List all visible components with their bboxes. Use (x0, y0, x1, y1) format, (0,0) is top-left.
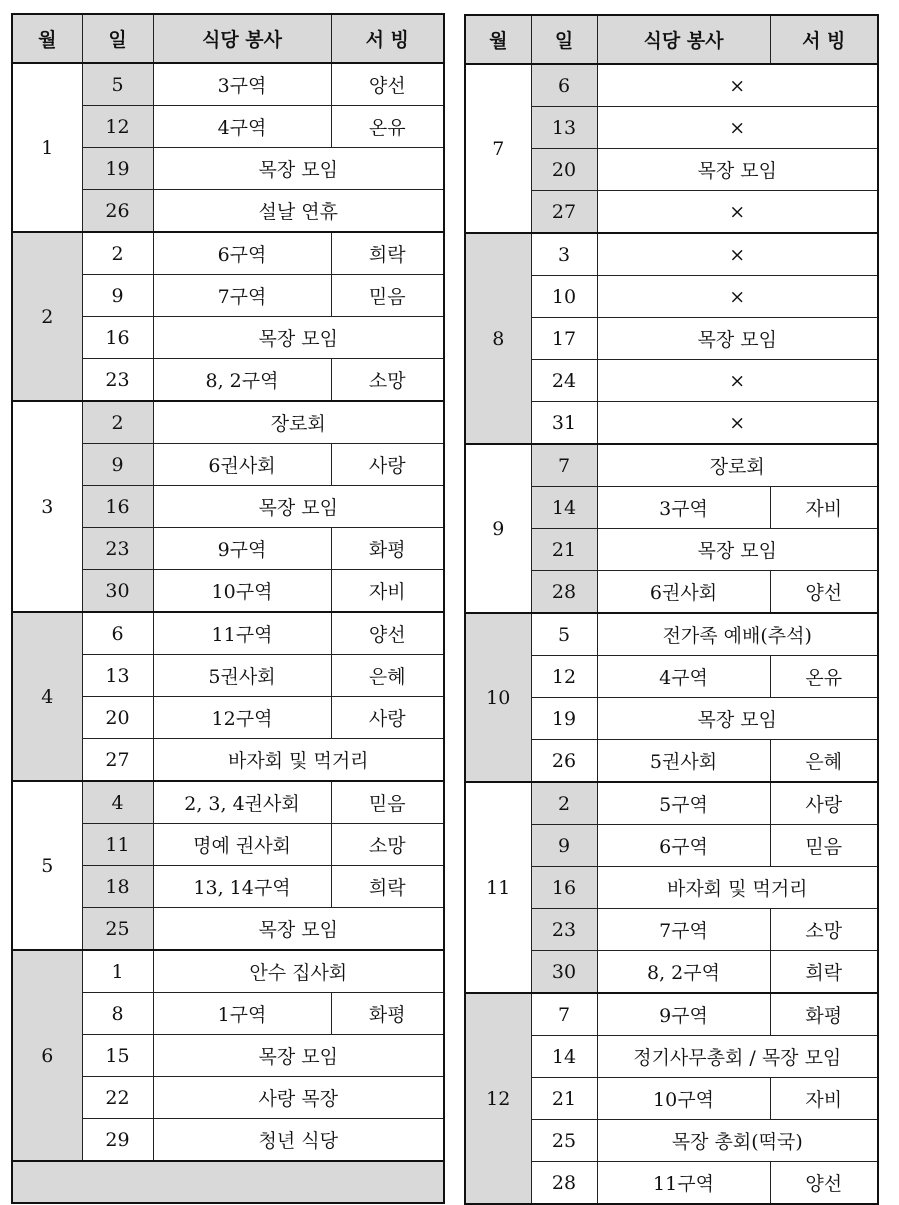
service-cell: 목장 총회(떡국) (597, 1120, 878, 1162)
schedule-table-right (464, 14, 879, 1205)
day-cell: 14 (531, 1036, 597, 1078)
day-cell: 30 (531, 951, 597, 994)
month-cell: 8 (465, 233, 531, 444)
day-cell: 29 (82, 1119, 153, 1162)
day-cell: 7 (531, 993, 597, 1036)
serving-cell: 은혜 (770, 740, 878, 783)
schedule-body-right (465, 64, 878, 1204)
service-cell: 안수 집사회 (153, 950, 444, 993)
day-cell: 26 (531, 740, 597, 783)
day-cell: 20 (531, 149, 597, 191)
service-cell: 1구역 (153, 993, 331, 1035)
service-cell: 5권사회 (153, 655, 331, 697)
day-cell: 5 (531, 613, 597, 656)
header-day: 일 (82, 14, 153, 63)
serving-cell: 자비 (770, 487, 878, 529)
schedule-table-left (11, 13, 445, 1204)
day-cell: 9 (531, 825, 597, 867)
table-row (465, 782, 878, 825)
service-cell: × (597, 402, 878, 445)
service-cell: 7구역 (597, 909, 770, 951)
serving-cell: 사랑 (331, 444, 444, 486)
service-cell: 6구역 (153, 232, 331, 275)
serving-cell: 소망 (331, 359, 444, 402)
serving-cell: 믿음 (770, 825, 878, 867)
day-cell: 12 (82, 106, 153, 148)
table-row (12, 950, 444, 993)
service-cell: 청년 식당 (153, 1119, 444, 1162)
service-cell: 장로회 (597, 444, 878, 487)
month-cell: 4 (12, 612, 82, 781)
serving-cell: 화평 (331, 993, 444, 1035)
serving-cell: 소망 (770, 909, 878, 951)
day-cell: 16 (82, 317, 153, 359)
serving-cell: 양선 (331, 63, 444, 106)
serving-cell: 온유 (770, 656, 878, 698)
day-cell: 21 (531, 529, 597, 571)
day-cell: 7 (531, 444, 597, 487)
serving-cell: 사랑 (770, 782, 878, 825)
header-row (12, 14, 444, 63)
day-cell: 6 (531, 64, 597, 107)
service-cell: 목장 모임 (597, 149, 878, 191)
service-cell: 12구역 (153, 697, 331, 739)
day-cell: 23 (531, 909, 597, 951)
day-cell: 13 (531, 107, 597, 149)
month-cell: 3 (12, 401, 82, 612)
service-cell: 5구역 (597, 782, 770, 825)
day-cell: 9 (82, 444, 153, 486)
service-cell: 4구역 (597, 656, 770, 698)
service-cell: 바자회 및 먹거리 (153, 739, 444, 782)
month-cell: 6 (12, 950, 82, 1161)
month-cell: 1 (12, 63, 82, 232)
day-cell: 13 (82, 655, 153, 697)
service-cell: 목장 모임 (153, 148, 444, 190)
day-cell: 27 (82, 739, 153, 782)
day-cell: 16 (531, 867, 597, 909)
footer-empty-cell (12, 1161, 444, 1203)
day-cell: 10 (531, 276, 597, 318)
service-cell: × (597, 233, 878, 276)
day-cell: 2 (531, 782, 597, 825)
day-cell: 31 (531, 402, 597, 445)
day-cell: 26 (82, 190, 153, 233)
table-row (12, 612, 444, 655)
table-row (12, 232, 444, 275)
month-cell: 7 (465, 64, 531, 233)
table-row (465, 613, 878, 656)
service-cell: 5권사회 (597, 740, 770, 783)
service-cell: 장로회 (153, 401, 444, 444)
service-cell: 3구역 (597, 487, 770, 529)
day-cell: 19 (531, 698, 597, 740)
day-cell: 21 (531, 1078, 597, 1120)
service-cell: 목장 모임 (597, 529, 878, 571)
day-cell: 6 (82, 612, 153, 655)
table-row (12, 401, 444, 444)
service-cell: 목장 모임 (153, 486, 444, 528)
serving-cell: 희락 (770, 951, 878, 994)
table-row (465, 233, 878, 276)
service-cell: 11구역 (597, 1162, 770, 1205)
serving-cell: 믿음 (331, 781, 444, 824)
table-row (12, 781, 444, 824)
service-cell: 3구역 (153, 63, 331, 106)
day-cell: 24 (531, 360, 597, 402)
service-cell: 9구역 (153, 528, 331, 570)
serving-cell: 믿음 (331, 275, 444, 317)
service-cell: 목장 모임 (153, 1035, 444, 1077)
service-cell: 2, 3, 4권사회 (153, 781, 331, 824)
serving-cell: 양선 (331, 612, 444, 655)
service-cell: 목장 모임 (597, 698, 878, 740)
day-cell: 2 (82, 232, 153, 275)
day-cell: 25 (82, 908, 153, 951)
serving-cell: 화평 (770, 993, 878, 1036)
day-cell: 12 (531, 656, 597, 698)
day-cell: 22 (82, 1077, 153, 1119)
table-row (465, 444, 878, 487)
day-cell: 18 (82, 866, 153, 908)
header-day: 일 (531, 15, 597, 64)
day-cell: 17 (531, 318, 597, 360)
day-cell: 16 (82, 486, 153, 528)
service-cell: 8, 2구역 (153, 359, 331, 402)
serving-cell: 자비 (331, 570, 444, 613)
day-cell: 4 (82, 781, 153, 824)
header-month: 월 (465, 15, 531, 64)
day-cell: 27 (531, 191, 597, 234)
service-cell: 목장 모임 (597, 318, 878, 360)
serving-cell: 은혜 (331, 655, 444, 697)
serving-cell: 희락 (331, 866, 444, 908)
service-cell: × (597, 107, 878, 149)
header-serving: 서 빙 (331, 14, 444, 63)
day-cell: 1 (82, 950, 153, 993)
header-service: 식당 봉사 (597, 15, 770, 64)
service-cell: 사랑 목장 (153, 1077, 444, 1119)
day-cell: 14 (531, 487, 597, 529)
table-row (465, 64, 878, 107)
serving-cell: 화평 (331, 528, 444, 570)
service-cell: × (597, 64, 878, 107)
day-cell: 8 (82, 993, 153, 1035)
header-serving: 서 빙 (770, 15, 878, 64)
day-cell: 3 (531, 233, 597, 276)
day-cell: 9 (82, 275, 153, 317)
serving-cell: 자비 (770, 1078, 878, 1120)
service-cell: 4구역 (153, 106, 331, 148)
service-cell: 9구역 (597, 993, 770, 1036)
service-cell: 바자회 및 먹거리 (597, 867, 878, 909)
service-cell: 목장 모임 (153, 317, 444, 359)
service-cell: 11구역 (153, 612, 331, 655)
service-cell: 6구역 (597, 825, 770, 867)
month-cell: 2 (12, 232, 82, 401)
service-cell: × (597, 360, 878, 402)
service-cell: × (597, 276, 878, 318)
service-cell: 명예 권사회 (153, 824, 331, 866)
day-cell: 20 (82, 697, 153, 739)
day-cell: 5 (82, 63, 153, 106)
day-cell: 30 (82, 570, 153, 613)
service-cell: 7구역 (153, 275, 331, 317)
day-cell: 23 (82, 528, 153, 570)
service-cell: 전가족 예배(추석) (597, 613, 878, 656)
header-row (465, 15, 878, 64)
day-cell: 28 (531, 571, 597, 614)
service-cell: 10구역 (153, 570, 331, 613)
service-cell: × (597, 191, 878, 234)
service-cell: 목장 모임 (153, 908, 444, 951)
service-cell: 8, 2구역 (597, 951, 770, 994)
day-cell: 19 (82, 148, 153, 190)
month-cell: 12 (465, 993, 531, 1204)
serving-cell: 온유 (331, 106, 444, 148)
table-row (12, 63, 444, 106)
service-cell: 13, 14구역 (153, 866, 331, 908)
service-cell: 6권사회 (153, 444, 331, 486)
schedule-body-left (12, 63, 444, 1161)
serving-cell: 희락 (331, 232, 444, 275)
header-service: 식당 봉사 (153, 14, 331, 63)
service-cell: 정기사무총회 / 목장 모임 (597, 1036, 878, 1078)
service-cell: 6권사회 (597, 571, 770, 614)
day-cell: 25 (531, 1120, 597, 1162)
day-cell: 15 (82, 1035, 153, 1077)
serving-cell: 양선 (770, 1162, 878, 1205)
month-cell: 10 (465, 613, 531, 782)
serving-cell: 양선 (770, 571, 878, 614)
month-cell: 5 (12, 781, 82, 950)
day-cell: 11 (82, 824, 153, 866)
service-cell: 10구역 (597, 1078, 770, 1120)
month-cell: 9 (465, 444, 531, 613)
footer-row (12, 1161, 444, 1203)
day-cell: 28 (531, 1162, 597, 1205)
header-month: 월 (12, 14, 82, 63)
service-cell: 설날 연휴 (153, 190, 444, 233)
day-cell: 2 (82, 401, 153, 444)
table-row (465, 993, 878, 1036)
serving-cell: 소망 (331, 824, 444, 866)
serving-cell: 사랑 (331, 697, 444, 739)
day-cell: 23 (82, 359, 153, 402)
month-cell: 11 (465, 782, 531, 993)
